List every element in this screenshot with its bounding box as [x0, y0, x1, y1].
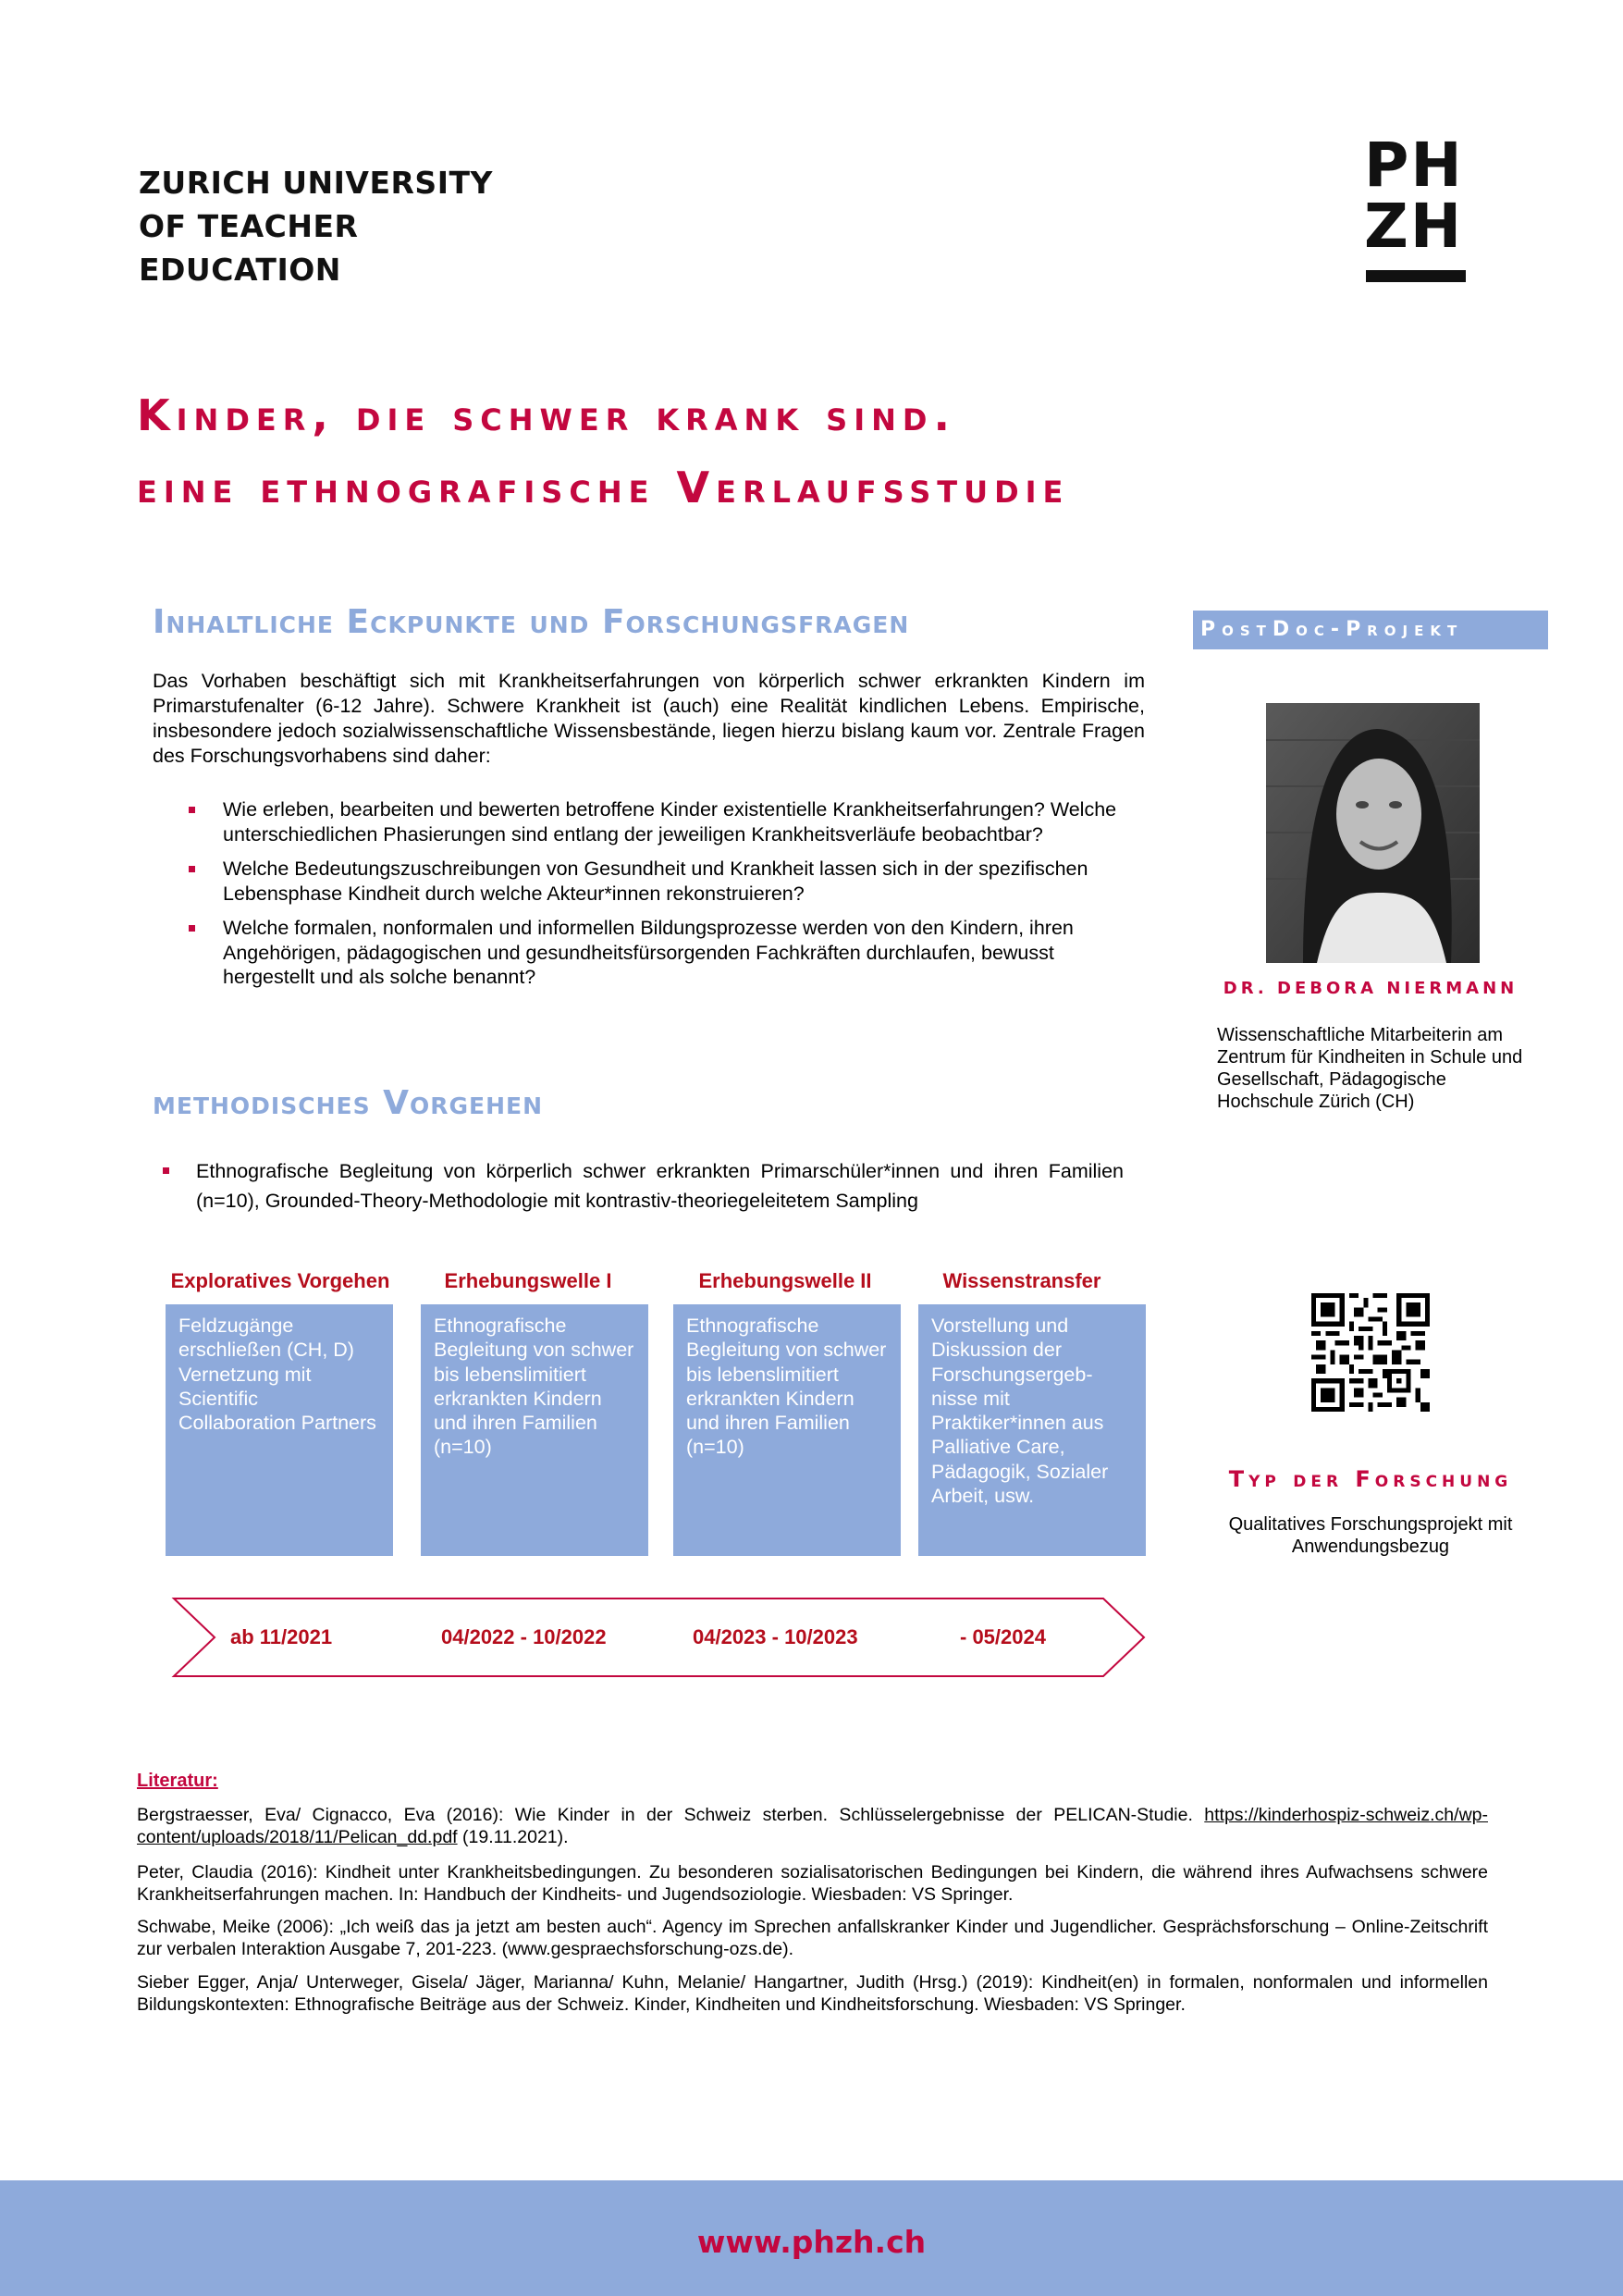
university-line: ZURICH UNIVERSITY [139, 165, 493, 201]
poster-subtitle: eine ethnografische Verlaufsstudie [137, 463, 1070, 512]
university-name [139, 161, 493, 291]
footer-url[interactable]: www.phzh.ch [696, 2224, 927, 2260]
question-text: Wie erleben, bearbeiten und bewerten betroffene Kinder existentielle Krankheitserfahrungen? Welche unterschiedlichen Phasierungen sind entlang der jeweiligen Krankheitsverläufe beobachtbar? [223, 798, 1117, 846]
research-type-text: Qualitatives Forschungsprojekt mit Anwendungsbezug [1228, 1514, 1513, 1557]
phase-text: Vorstellung und Diskussion der Forschungsergeb-nisse mit Praktiker*innen aus Palliative Care, Pädagogik, Sozialer Arbeit, usw. [931, 1315, 1109, 1508]
bullet-icon [163, 1167, 169, 1174]
researcher-name: DR. DEBORA NIERMANN [1223, 979, 1518, 998]
section-heading-content: Inhaltliche Eckpunkte und Forschungsfragen [153, 603, 910, 641]
literature-heading: Literatur: [137, 1771, 218, 1791]
phase-title: Exploratives Vorgehen [170, 1269, 390, 1292]
qr-code [1311, 1293, 1430, 1412]
bullet-icon [189, 866, 195, 872]
research-questions [185, 797, 1147, 1000]
phzh-logo [1364, 130, 1468, 262]
phase-box [918, 1304, 1146, 1556]
phase-box [673, 1304, 901, 1556]
reference-item [137, 1804, 1488, 1848]
phase-box [166, 1304, 393, 1556]
portrait-image [1266, 703, 1480, 963]
phase-title: Erhebungswelle II [698, 1269, 872, 1292]
project-type-banner: PostDoc-Projekt [1193, 611, 1548, 649]
university-line: EDUCATION [139, 252, 341, 288]
bullet-icon [189, 925, 195, 932]
bullet-icon [189, 807, 195, 813]
question-text: Welche formalen, nonformalen und informellen Bildungsprozesse werden von den Kindern, ihren Angehörigen, pädagogischen und gesundheitsfürsorgenden Fachkräften durchlaufen, bewusst hergestellt und als solche benannt? [223, 917, 1074, 988]
timeline-date: ab 11/2021 [230, 1625, 333, 1648]
logo-underline [1366, 270, 1466, 282]
reference-text: Peter, Claudia (2016): Kindheit unter Krankheitsbedingungen. Zu besonderen sozialisatorischen Bedingungen bei Kindern, die während ihres Aufwachsens schwere Krankheitserfahrungen machen. In: Handbuch der Kindheits- und Jugendsoziologie. Wiesbaden: VS Springer. [137, 1862, 1488, 1905]
phase-text: Ethnografische Begleitung von schwer bis lebenslimitiert erkrankten Kindern und ihren Familien (n=10) [686, 1315, 887, 1459]
logo-line: PH [1364, 130, 1464, 201]
question-text: Welche Bedeutungszuschreibungen von Gesundheit und Krankheit lassen sich in der spezifischen Lebensphase Kindheit durch welche Akteur*innen rekonstruieren? [223, 858, 1088, 905]
intro-paragraph: Das Vorhaben beschäftigt sich mit Krankheitserfahrungen von körperlich schwer erkrankten Kindern im Primarstufenalter (6-12 Jahre). Schwere Krankheit ist (auch) eine Realität kindlichen Lebens. Empirische, insbesondere jedoch sozialwissenschaftliche Wissensbestände, liegen hierzu bislang kaum vor. Zentrale Fragen des Forschungsvorhabens sind daher: [153, 670, 1145, 767]
timeline-date: - 05/2024 [960, 1625, 1046, 1648]
phase-text: Ethnografische Begleitung von schwer bis lebenslimitiert erkrankten Kindern und ihren Familien (n=10) [434, 1315, 634, 1459]
timeline-date: 04/2022 - 10/2022 [441, 1625, 607, 1648]
reference-text: Sieber Egger, Anja/ Unterweger, Gisela/ Jäger, Marianna/ Kuhn, Melanie/ Hangartner, Judith (Hrsg.) (2019): Kindheit(en) in formalen, nonformalen und informellen Bildungskontexten: Ethnografische Beiträge aus der Schweiz. Kinder, Kindheiten und Kindheitsforschung. Wiesbaden: VS Springer. [137, 1972, 1488, 2015]
method-bullet [159, 1156, 1124, 1216]
phase-title: Erhebungswelle I [444, 1269, 612, 1292]
researcher-role: Wissenschaftliche Mitarbeiterin am Zentrum für Kindheiten in Schule und Gesellschaft, Pädagogische Hochschule Zürich (CH) [1217, 1025, 1523, 1112]
phase-title: Wissenstransfer [942, 1269, 1101, 1292]
phase-box [421, 1304, 648, 1556]
reference-link[interactable]: https://kinderhospiz-schweiz.ch/wp-content/uploads/2018/11/Pelican_dd.pdf [137, 1805, 1488, 1847]
method-text: Ethnografische Begleitung von körperlich schwer erkrankten Primarschüler*innen und ihren Familien (n=10), Grounded-Theory-Methodologie mit kontrastiv-theoriegeleitetem Sampling [196, 1160, 1124, 1212]
phase-text: Feldzugänge erschließen (CH, D) Vernetzung mit Scientific Collaboration Partners [178, 1315, 376, 1435]
reference-text: Schwabe, Meike (2006): „Ich weiß das ja jetzt am besten auch“. Agency im Sprechen anfallskranker Kinder und Jugendlicher. Gesprächsforschung – Online-Zeitschrift zur verbalen Interaktion Ausgabe 7, 201-223. (www.gespraechsforschung-ozs.de). [137, 1917, 1488, 1959]
list-item [185, 857, 1147, 906]
reference-item [137, 1916, 1488, 1960]
reference-item [137, 1971, 1488, 2016]
poster-title: Kinder, die schwer krank sind. [137, 390, 956, 440]
timeline-date: 04/2023 - 10/2023 [693, 1625, 858, 1648]
university-line: OF TEACHER [139, 208, 359, 244]
reference-item [137, 1861, 1488, 1906]
logo-line: ZH [1364, 191, 1464, 262]
research-type-heading: Typ der Forschung [1228, 1466, 1513, 1492]
reference-text: Bergstraesser, Eva/ Cignacco, Eva (2016): Wie Kinder in der Schweiz sterben. Schlüsselergebnisse der PELICAN-Studie. [137, 1805, 1205, 1825]
list-item [185, 797, 1147, 846]
list-item [185, 916, 1147, 990]
section-heading-method: methodisches Vorgehen [153, 1084, 544, 1122]
reference-text: (19.11.2021). [457, 1827, 569, 1847]
portrait-photo [1266, 703, 1480, 963]
